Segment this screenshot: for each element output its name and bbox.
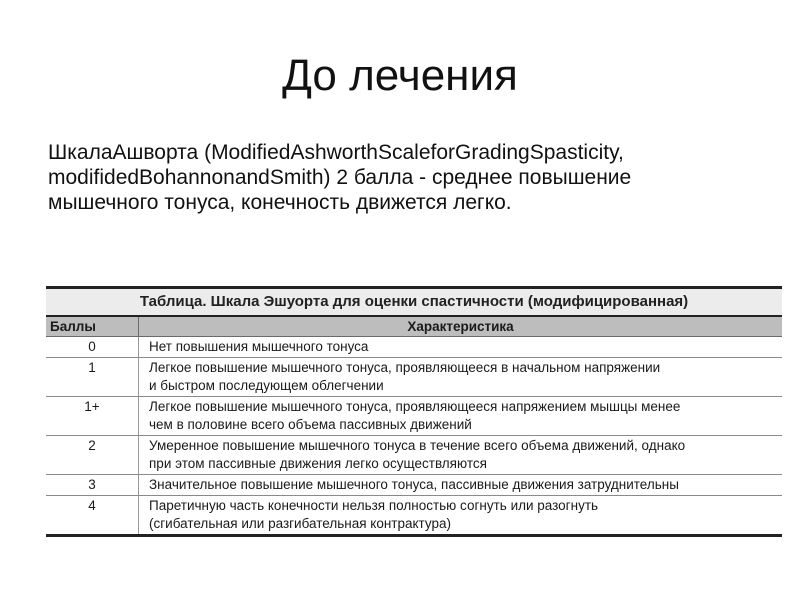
description-line: при этом пассивные движения легко осуществляются <box>149 456 487 471</box>
table-row <box>46 337 782 358</box>
row-description <box>139 397 783 436</box>
table-row <box>46 475 782 496</box>
description-line: Умеренное повышение мышечного тонуса в течение всего объема движений, однако <box>149 438 686 453</box>
table-caption: Таблица. Шкала Эшуорта для оценки спастичности (модифицированная) <box>46 286 782 317</box>
row-score: 3 <box>46 475 139 496</box>
table-row <box>46 358 782 397</box>
header-description: Характеристика <box>139 317 783 337</box>
body-line: modifidedBohannonandSmith) 2 балла - среднее повышение <box>48 166 632 189</box>
description-line: и быстром последующем облегчении <box>149 378 384 393</box>
description-line: Значительное повышение мышечного тонуса, пассивные движения затруднительны <box>149 477 679 492</box>
row-score: 0 <box>46 337 139 358</box>
body-line: ШкалаАшворта (ModifiedAshworthScaleforGradingSpasticity, <box>48 141 624 164</box>
row-description <box>139 358 783 397</box>
table-row <box>46 397 782 436</box>
row-description <box>139 337 783 358</box>
row-description <box>139 475 783 496</box>
row-description <box>139 436 783 475</box>
row-score: 1+ <box>46 397 139 436</box>
row-score: 2 <box>46 436 139 475</box>
description-line: Нет повышения мышечного тонуса <box>149 339 369 354</box>
table-header-row <box>46 317 782 337</box>
row-score: 1 <box>46 358 139 397</box>
row-description <box>139 496 783 536</box>
scale-table <box>46 317 782 537</box>
table-row <box>46 496 782 536</box>
row-score: 4 <box>46 496 139 536</box>
description-line: чем в половине всего объема пассивных движений <box>149 417 472 432</box>
header-score: Баллы <box>46 317 139 337</box>
body-paragraph <box>48 140 758 215</box>
description-line: (сгибательная или разгибательная контрактура) <box>149 516 451 531</box>
description-line: Легкое повышение мышечного тонуса, проявляющееся напряжением мышцы менее <box>149 399 681 414</box>
table-row <box>46 436 782 475</box>
description-line: Паретичную часть конечности нельзя полностью согнуть или разогнуть <box>149 498 599 513</box>
description-line: Легкое повышение мышечного тонуса, проявляющееся в начальном напряжении <box>149 360 661 375</box>
slide-title: До лечения <box>282 51 518 100</box>
body-line: мышечного тонуса, конечность движется легко. <box>48 191 512 214</box>
ashworth-scale-table <box>46 286 782 548</box>
